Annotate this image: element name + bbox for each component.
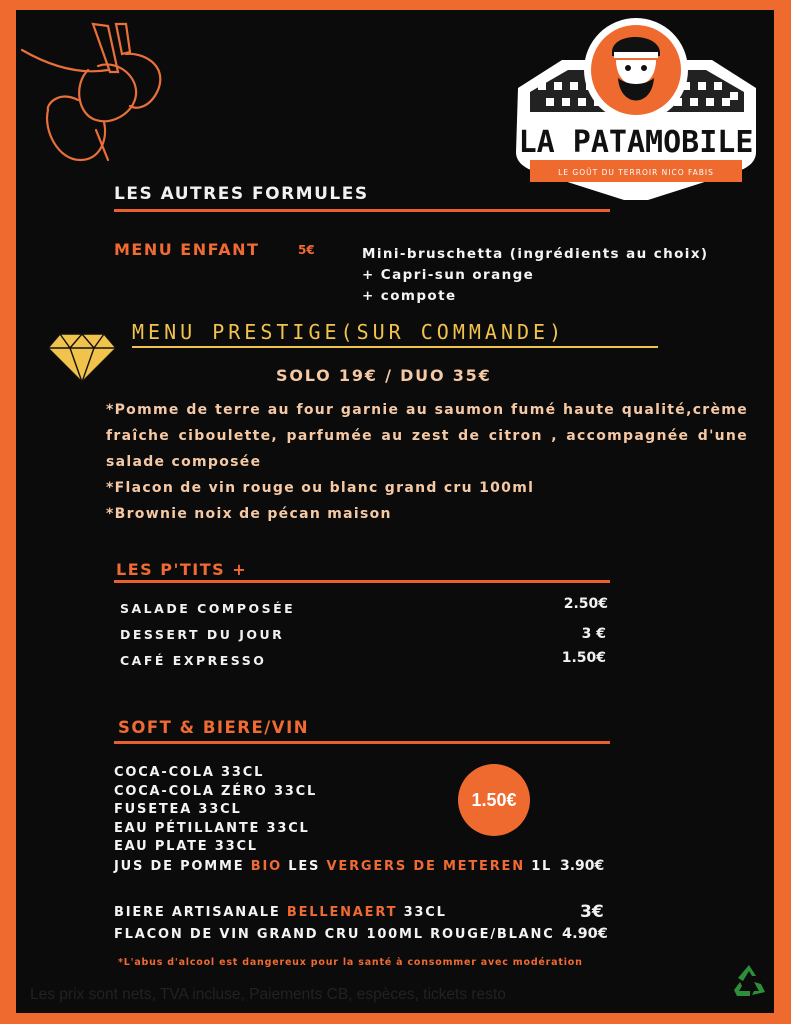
menu-enfant-line: Mini-bruschetta (ingrédients au choix) (362, 246, 709, 262)
drinks-rule (114, 741, 610, 744)
jus-price: 3.90€ (560, 858, 605, 874)
ptits-item-price: 3 € (581, 626, 606, 642)
ptits-title: LES P'TITS + (116, 560, 248, 579)
menu-enfant-line: + Capri-sun orange (362, 267, 535, 283)
soft-price: 1.50€ (471, 789, 517, 810)
ptits-rule (114, 580, 610, 583)
soft-item: COCA-COLA 33CL (114, 765, 265, 780)
menu-prestige-underline (132, 346, 658, 348)
soft-item: EAU PLATE 33CL (114, 839, 258, 854)
jus-bio: BIO (250, 859, 282, 874)
jus-producer: VERGERS DE METEREN (326, 859, 525, 874)
vin-label: FLACON DE VIN GRAND CRU 100ML ROUGE/BLANC (114, 927, 555, 942)
vin-price: 4.90€ (562, 926, 608, 942)
jus-row (114, 858, 552, 877)
diamond-icon (46, 328, 118, 384)
jus-volume: 1L (524, 859, 553, 874)
ptits-item-name: DESSERT DU JOUR (120, 627, 285, 642)
ptits-item-name: SALADE COMPOSÉE (120, 601, 296, 616)
ptits-item-name: CAFÉ EXPRESSO (120, 653, 267, 668)
menu-enfant-line: + compote (362, 288, 457, 304)
soft-list (114, 764, 317, 857)
biere-volume: 33CL (397, 905, 447, 920)
ptits-item-price: 2.50€ (563, 596, 608, 612)
menu-prestige-price: SOLO 19€ / DUO 35€ (276, 366, 492, 385)
logo-name: LA PATAMOBILE (518, 125, 754, 160)
patamobile-logo (508, 12, 764, 208)
footer-note: Les prix sont nets, TVA incluse, Paiements CB, espèces, tickets resto (30, 986, 506, 1003)
menu-prestige-desc-2: *Flacon de vin rouge ou blanc grand cru 100ml (106, 480, 535, 496)
cooking-pans-icon (18, 10, 168, 170)
logo-tagline: LE GOÛT DU TERROIR NICO FABIS (558, 168, 714, 177)
menu-enfant-label: MENU ENFANT (114, 240, 260, 259)
biere-price: 3€ (580, 902, 604, 922)
soft-item: FUSETEA 33CL (114, 802, 242, 817)
alcohol-warning: *L'abus d'alcool est dangereux pour la santé à consommer avec modération (118, 957, 583, 968)
biere-label: BIERE ARTISANALE (114, 905, 287, 920)
soft-item: COCA-COLA ZÉRO 33CL (114, 783, 318, 799)
recycle-icon (730, 962, 768, 1000)
soft-price-badge (458, 764, 530, 836)
formules-title: LES AUTRES FORMULES (114, 184, 369, 204)
ptits-item-price: 1.50€ (561, 650, 606, 666)
drinks-title: SOFT & BIERE/VIN (118, 718, 310, 737)
formules-rule (114, 209, 610, 212)
menu-prestige-desc-1: *Pomme de terre au four garnie au saumon fumé haute qualité,crème fraîche ciboulette, parfumée au zest de citron , accompagnée d'une salade composée (106, 402, 748, 470)
biere-row (114, 904, 447, 923)
menu-enfant-details (362, 244, 709, 307)
biere-brand: BELLENAERT (286, 905, 398, 920)
menu-prestige-description (106, 397, 748, 527)
jus-label: JUS DE POMME (114, 859, 251, 874)
soft-item: EAU PÉTILLANTE 33CL (114, 820, 310, 836)
menu-enfant-price: 5€ (298, 243, 315, 257)
jus-les: LES (281, 859, 327, 874)
menu-prestige-title: MENU PRESTIGE(SUR COMMANDE) (132, 320, 566, 344)
menu-prestige-desc-3: *Brownie noix de pécan maison (106, 506, 392, 522)
